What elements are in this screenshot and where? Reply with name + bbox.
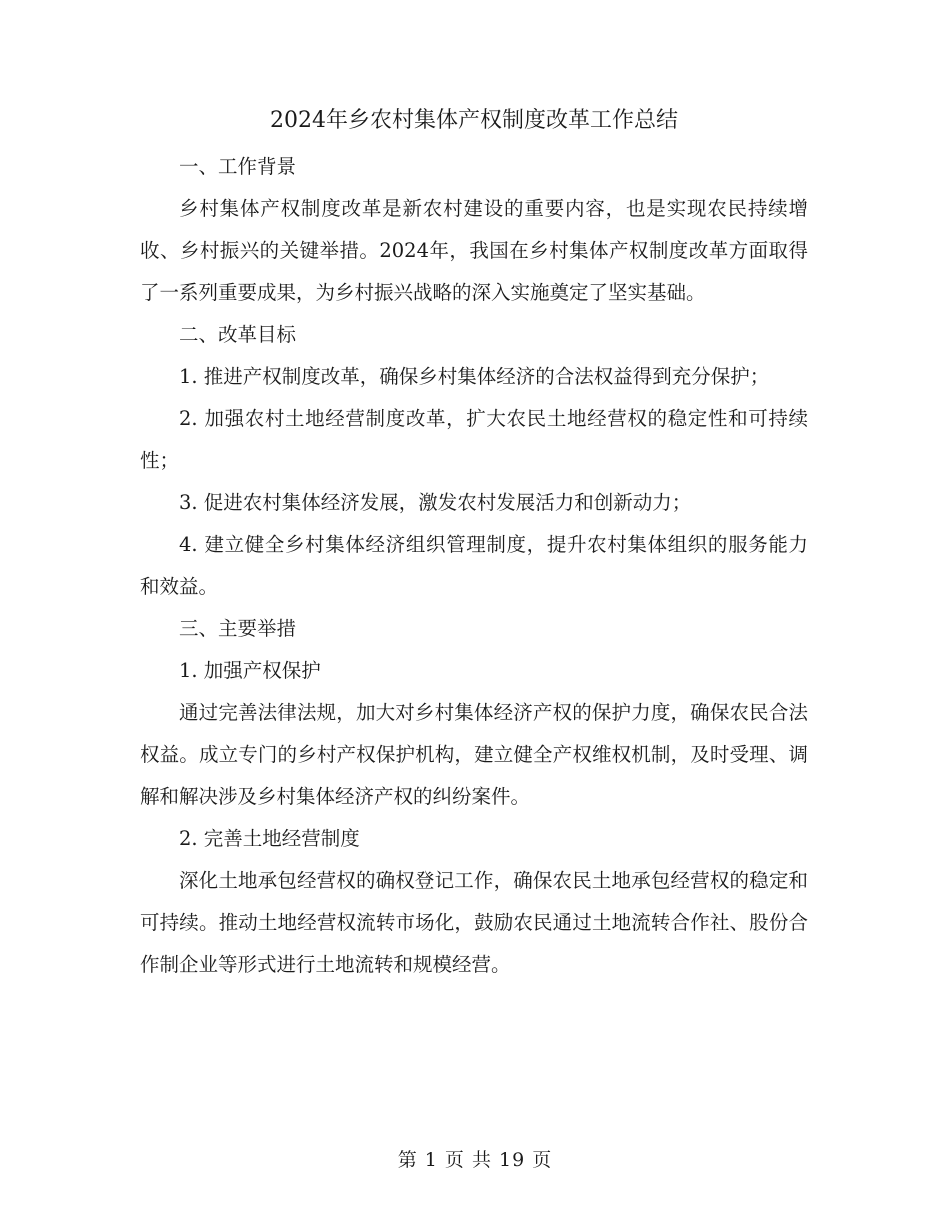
section-heading-measures: 三、主要举措 — [179, 617, 297, 640]
page-number-footer: 第 1 页 共 19 页 — [397, 1149, 553, 1171]
section-heading-background: 一、工作背景 — [179, 155, 297, 178]
measure-paragraph-1: 通过完善法律法规，加大对乡村集体经济产权的保护力度，确保农民合法权益。成立专门的乡村产权保护机构，建立健全产权维权机制，及时受理、调解和解决涉及乡村集体经济产权的纠纷案件。 — [140, 701, 808, 808]
goal-item-1: 1. 推进产权制度改革，确保乡村集体经济的合法权益得到充分保护； — [179, 365, 770, 388]
paragraph-background: 乡村集体产权制度改革是新农村建设的重要内容，也是实现农民持续增收、乡村振兴的关键举措。2024年，我国在乡村集体产权制度改革方面取得了一系列重要成果，为乡村振兴战略的深入实施奠定了坚实基础。 — [140, 197, 808, 304]
goal-item-2: 2. 加强农村土地经营制度改革，扩大农民土地经营权的稳定性和可持续性； — [140, 407, 808, 472]
measure-heading-1: 1. 加强产权保护 — [179, 659, 321, 682]
section-heading-goals: 二、改革目标 — [179, 323, 297, 346]
goal-item-3: 3. 促进农村集体经济发展，激发农村发展活力和创新动力； — [179, 491, 692, 514]
document-title: 2024年乡农村集体产权制度改革工作总结 — [270, 108, 678, 133]
measure-paragraph-2: 深化土地承包经营权的确权登记工作，确保农民土地承包经营权的稳定和可持续。推动土地经营权流转市场化，鼓励农民通过土地流转合作社、股份合作制企业等形式进行土地流转和规模经营。 — [140, 869, 808, 976]
goal-item-4: 4. 建立健全乡村集体经济组织管理制度，提升农村集体组织的服务能力和效益。 — [140, 533, 808, 598]
document-body — [140, 100, 808, 986]
measure-heading-2: 2. 完善土地经营制度 — [179, 827, 360, 850]
